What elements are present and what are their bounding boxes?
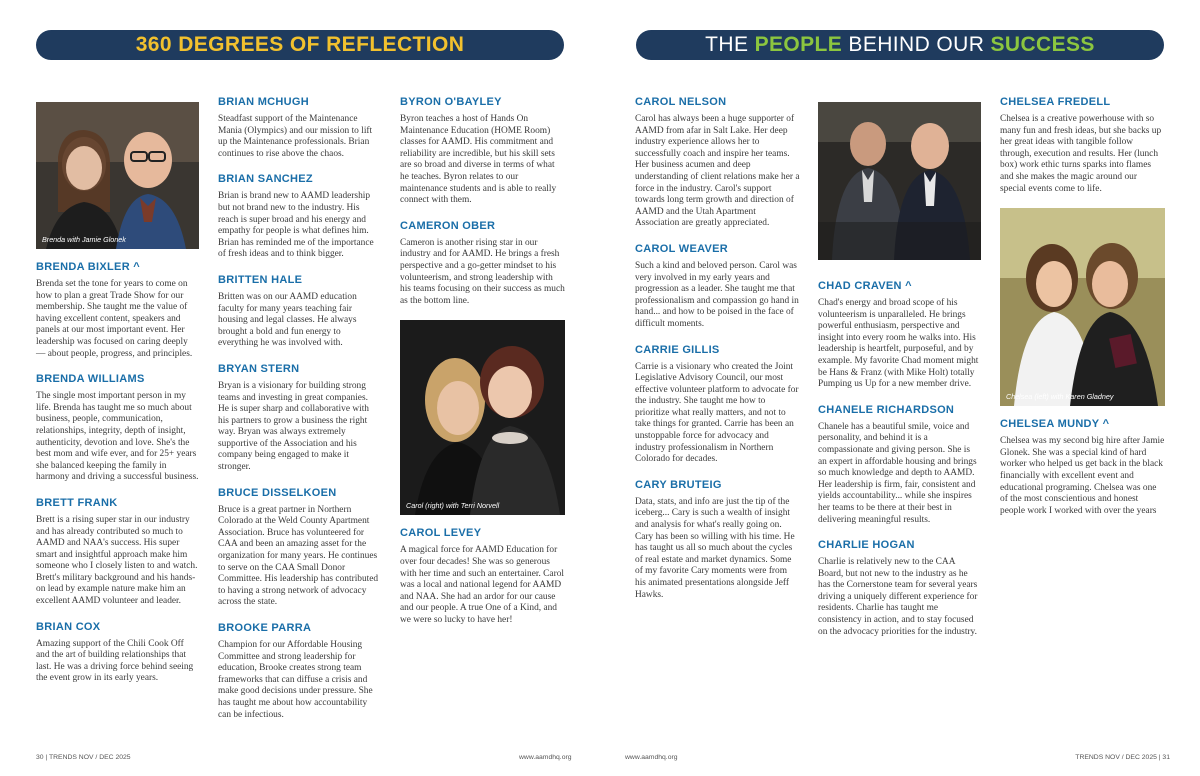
entry-brian-sanchez bbox=[218, 173, 381, 261]
entry-text: Data, stats, and info are just the tip of the iceberg... Cary is such a wealth of insight and analysis for what's really going on. Cary has been so willing with his time. He has taught us all so much about the cycles of real estate and market dynamics. Some of my favorite Cary moments were from his animated presentations alongside Jeff Hawks. bbox=[635, 496, 795, 600]
footer-right-url[interactable]: www.aamdhq.org bbox=[625, 754, 678, 761]
entry-name: BRUCE DISSELKOEN bbox=[218, 486, 337, 499]
column-6 bbox=[1000, 96, 1165, 530]
entry-text: Chad's energy and broad scope of his volunteerism is unparalleled. He brings powerful enthusiasm, perspective and insight into every room he walks into. His leadership is heartfelt, purposeful, and by example. My favorite Chad moment might be Hans & Franz (with Mike Holt) totally Pumping us Up for a new member drive. bbox=[818, 298, 979, 390]
entry-name: CAMERON OBER bbox=[400, 219, 496, 232]
entry-name: BRYAN STERN bbox=[218, 362, 300, 375]
photo-brenda-image bbox=[36, 102, 199, 249]
entry-name: CAROL LEVEY bbox=[400, 527, 482, 540]
entry-name: BROOKE PARRA bbox=[218, 622, 312, 634]
entry-name: CARRIE GILLIS bbox=[635, 343, 720, 356]
right-banner bbox=[636, 30, 1164, 60]
entry-brenda-williams bbox=[36, 373, 199, 484]
entry-name: CHAD CRAVEN ^ bbox=[818, 280, 912, 292]
entry-text: Brenda set the tone for years to come on how to plan a great Trade Show for our membership. She taught me the value of having excellent content, speakers and panels at our most important event. Her leadership was focused on caring deeply — about people, progress, and principles. bbox=[36, 279, 193, 359]
entry-chanele-richardson bbox=[818, 404, 981, 526]
left-banner-title: 360 DEGREES OF REFLECTION bbox=[135, 33, 465, 56]
entry-text: A magical force for AAMD Education for over four decades! She was so generous with her time and such an entertainer. Carol was a local and national legend for AAMD and NAA. She had an ardor for our cause and our people. A true One of a Kind, and we were so lucky to have her! bbox=[400, 545, 565, 625]
entry-charlie-hogan bbox=[818, 539, 981, 638]
entry-carol-nelson bbox=[635, 96, 800, 230]
photo-chelsea-image bbox=[1000, 208, 1165, 406]
column-5 bbox=[818, 96, 981, 651]
photo-chelsea-caption: Chelsea (left) with Karen Gladney bbox=[1006, 392, 1114, 402]
entry-bruce-disselkoen bbox=[218, 487, 381, 609]
entry-name: BYRON O'BAYLEY bbox=[400, 96, 502, 108]
entry-carrie-gillis bbox=[635, 344, 800, 466]
photo-chad bbox=[818, 102, 981, 260]
entry-name: CHARLIE HOGAN bbox=[818, 539, 915, 552]
photo-brenda bbox=[36, 102, 199, 249]
entry-text: Chanele has a beautiful smile, voice and personality, and behind it is a compassionate and giving person. She is an expert in affordable housing and brings so much knowledge and depth to AAMD. Her leadership is firm, fair, consistent and yields accountability... while she inspires her teams to be there at their best in delivering meaningful results. bbox=[818, 421, 977, 525]
entry-byron-obayley bbox=[400, 96, 565, 207]
entry-name: CAROL NELSON bbox=[635, 96, 727, 108]
photo-brenda-caption: Brenda with Jamie Glonek bbox=[42, 235, 126, 244]
entry-text: Champion for our Affordable Housing Committee and strong leadership for education, Brooke creates strong team frameworks that can diffuse a crisis and make good decisions under pressure. She has taught me about how accountability can be infectious. bbox=[218, 640, 373, 720]
entry-text: Brian is brand new to AAMD leadership but not brand new to the industry. His reach is super broad and his energy and empathy for people is what defines him. Brian has reminded me of the importance of fresh ideas and to think bigger. bbox=[218, 191, 374, 260]
entry-text: Steadfast support of the Maintenance Mania (Olympics) and our mission to lift up the Maintenance professionals. Brian continues to rise above the chaos. bbox=[218, 114, 373, 159]
left-banner bbox=[36, 30, 564, 60]
entry-text: Bryan is a visionary for building strong teams and investing in great companies. He is super sharp and collaborative with his partners to grow a business the right way. Bryan was always extremely supportive of the Association and his company being engaged to make it stronger. bbox=[218, 380, 369, 473]
entry-text: Brett is a rising super star in our industry and has already contributed so much to AAMD and NAA's success. His super smart and insightful approach make him someone who I closely listen to and watch. Brett's military background and his hands-on lead by example nature make him an excellent AAMD volunteer and leader. bbox=[36, 514, 198, 607]
entry-text: The single most important person in my life. Brenda has taught me so much about business, people, communication, relationships, integrity, depth of insight, authenticity, devotion and love. She's the best mom and wife ever, and for 25+ years she balanced keeping the family in harmony and driving a successful business. bbox=[36, 391, 199, 483]
entry-text: Chelsea was my second big hire after Jamie Glonek. She was a special kind of hard worker who helped us get back in the black financially with excellent event and educational programing. Chelsea was one of the most conscientious and honest people work I worked with over the years bbox=[1000, 436, 1165, 516]
entry-brenda-bixler bbox=[36, 261, 199, 360]
right-banner-success: SUCCESS bbox=[990, 33, 1095, 56]
right-banner-people: PEOPLE bbox=[754, 33, 843, 56]
entry-text: Byron teaches a host of Hands On Maintenance Education (HOME Room) classes for AAMD. His commitment and reliability are incredible, but his skill sets are so broad and diverse in terms of what he teaches. Byron relates to our maintenance students and is able to really connect with them. bbox=[400, 114, 557, 206]
entry-name: BRENDA WILLIAMS bbox=[36, 373, 145, 386]
entry-text: Such a kind and beloved person. Carol was very involved in my early years and progression as a leader. She taught me that professionalism and compassion go hand in hand... and how to be poised in the face of difficult moments. bbox=[635, 260, 799, 329]
footer-left-page: 30 | TRENDS NOV / DEC 2025 bbox=[36, 754, 131, 761]
entry-name: BRITTEN HALE bbox=[218, 273, 303, 286]
right-banner-part1: THE bbox=[705, 33, 755, 56]
entry-name: BRIAN COX bbox=[36, 620, 101, 633]
entry-text: Cameron is another rising star in our industry and for AAMD. He brings a fresh perspective and a go-getter mindset to his volunteerism, and strong leadership with his teams focusing on their success as much as the bottom line. bbox=[400, 237, 565, 306]
photo-carol bbox=[400, 320, 565, 515]
entry-text: Bruce is a great partner in Northern Colorado at the Weld County Apartment Association. Bruce has volunteered for CAA and been an amazing asset for the organization for many years. He continues to serve on the CAA Small Donor Committee. His leadership has contributed to having a strong network of advocacy across the state. bbox=[218, 504, 379, 608]
photo-chelsea bbox=[1000, 208, 1165, 406]
column-1 bbox=[36, 96, 199, 698]
entry-text: Amazing support of the Chili Cook Off and the art of building relationships that last. He was a driving force behind seeing the event grow in its early years. bbox=[36, 638, 194, 684]
entry-brian-cox bbox=[36, 621, 199, 685]
entry-name: CHELSEA FREDELL bbox=[1000, 96, 1111, 108]
entry-name: CHANELE RICHARDSON bbox=[818, 403, 955, 416]
entry-text: Carol has always been a huge supporter of AAMD from afar in Salt Lake. Her deep industry experience allows her to successfully coach and inspire her teams. Her business acumen and deep understanding of client relations make her a force in the industry. Carol's support towards long term growth and direction of AAMD and the Utah Apartment Association are greatly appreciated. bbox=[635, 114, 800, 229]
column-2 bbox=[218, 96, 381, 734]
footer-right-page: TRENDS NOV / DEC 2025 | 31 bbox=[1075, 754, 1170, 761]
entry-name: CAROL WEAVER bbox=[635, 242, 729, 255]
footer-left-url[interactable]: www.aamdhq.org bbox=[519, 754, 572, 761]
entry-brian-mchugh bbox=[218, 96, 381, 160]
photo-carol-caption: Carol (right) with Terri Norvell bbox=[406, 501, 500, 511]
entry-chelsea-fredell bbox=[1000, 96, 1165, 195]
entry-carol-weaver bbox=[635, 243, 800, 331]
entry-cary-bruteig bbox=[635, 479, 800, 601]
entry-text: Britten was on our AAMD education faculty for many years teaching fair housing and legal classes. He always brought a bold and fun energy to everything he was involved with. bbox=[218, 291, 357, 349]
entry-text: Carrie is a visionary who created the Joint Legislative Advisory Council, our most effective volunteer platform to advocate for the industry. She taught me how to prioritize what really matters, and not to take things for granted. Carrie has been an unstoppable force for advocacy and industry professionalism in Northern Colorado for decades. bbox=[635, 361, 799, 465]
column-4 bbox=[635, 96, 800, 614]
entry-name: BRIAN SANCHEZ bbox=[218, 173, 313, 186]
right-banner-part3: BEHIND OUR bbox=[842, 33, 991, 56]
entry-name: CHELSEA MUNDY ^ bbox=[1000, 418, 1110, 431]
photo-chad-image bbox=[818, 102, 981, 260]
photo-carol-image bbox=[400, 320, 565, 515]
entry-carol-levey bbox=[400, 527, 565, 626]
entry-name: BRIAN MCHUGH bbox=[218, 96, 309, 108]
entry-text: Chelsea is a creative powerhouse with so many fun and fresh ideas, but she backs up her great ideas with tangible follow through, execution and results. Her (lunch box) work ethic turns sparks into flames and she makes the magic around our special events come to life. bbox=[1000, 114, 1162, 194]
entry-text: Charlie is relatively new to the CAA Board, but not new to the industry as he has the Cornerstone team for several years driving a uniquely different experience for residents. Charlie has taught me consistency in action, and to stay focused on the advocacy priorities for the industry. bbox=[818, 557, 978, 637]
column-3 bbox=[400, 96, 565, 639]
entry-name: CARY BRUTEIG bbox=[635, 478, 722, 491]
entry-britten-hale bbox=[218, 274, 381, 350]
entry-cameron-ober bbox=[400, 220, 565, 308]
entry-name: BRETT FRANK bbox=[36, 496, 118, 509]
entry-bryan-stern bbox=[218, 363, 381, 474]
entry-chelsea-mundy bbox=[1000, 418, 1165, 517]
entry-brooke-parra bbox=[218, 622, 381, 721]
entry-chad-craven bbox=[818, 280, 981, 391]
entry-name: BRENDA BIXLER ^ bbox=[36, 261, 141, 273]
entry-brett-frank bbox=[36, 497, 199, 608]
